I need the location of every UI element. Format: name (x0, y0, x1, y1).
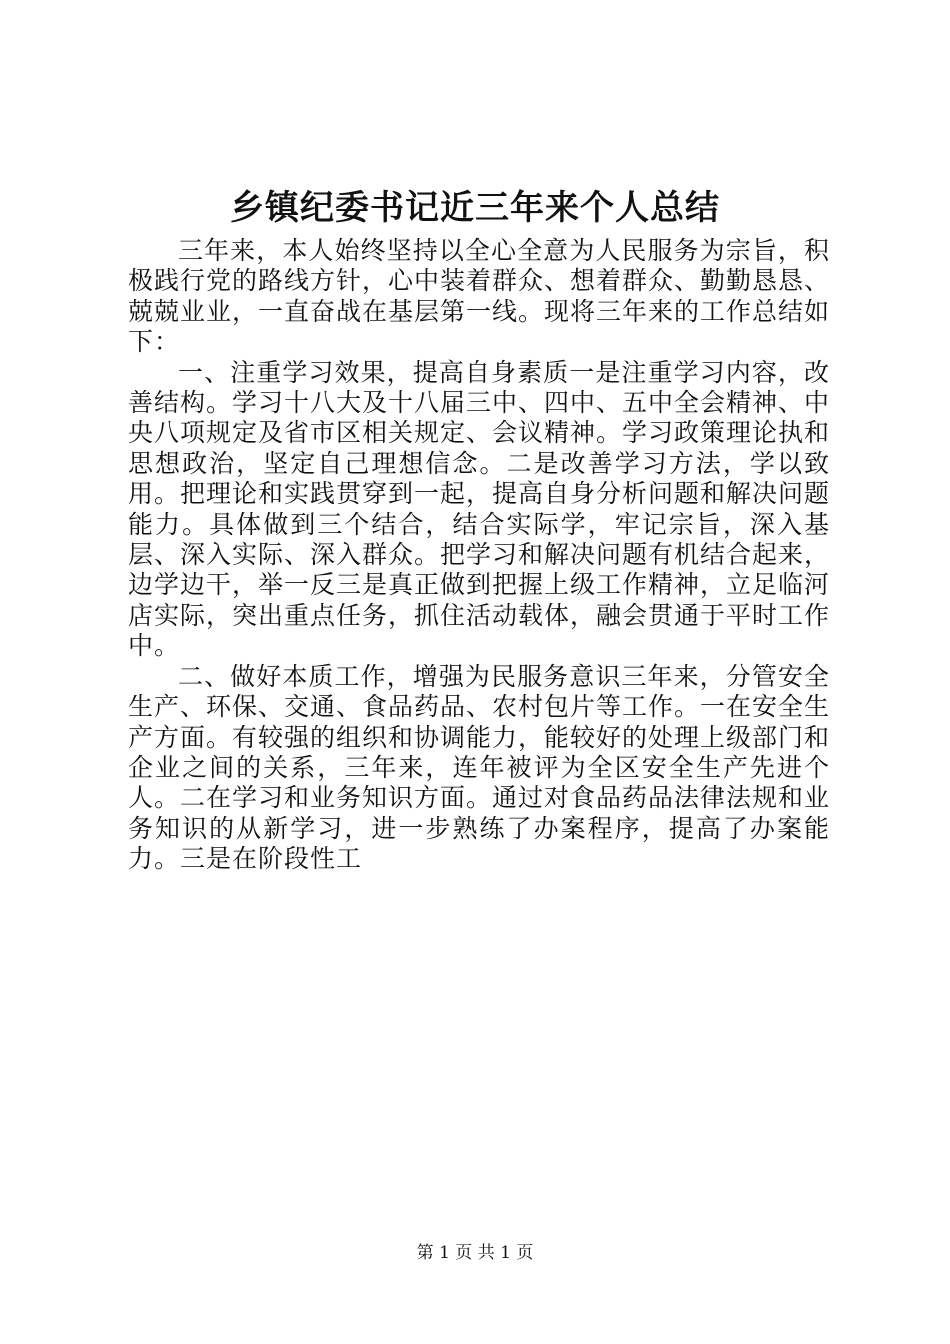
paragraph-work: 二、做好本质工作，增强为民服务意识三年来，分管安全生产、环保、交通、食品药品、农村包片等工作。一在安全生产方面。有较强的组织和协调能力，能较好的处理上级部门和企业之间的关系，三年来，连年被评为全区安全生产先进个人。二在学习和业务知识方面。通过对食品药品法律法规和业务知识的从新学习，进一步熟练了办案程序，提高了办案能力。三是在阶段性工 (128, 661, 831, 874)
page-footer: 第 1 页 共 1 页 (416, 1243, 534, 1263)
document-title: 乡镇纪委书记近三年来个人总结 (230, 188, 720, 228)
paragraph-intro: 三年来，本人始终坚持以全心全意为人民服务为宗旨，积极践行党的路线方针，心中装着群众、想着群众、勤勤恳恳、兢兢业业，一直奋战在基层第一线。现将三年来的工作总结如下： (128, 236, 831, 357)
document-body (128, 236, 830, 875)
paragraph-study: 一、注重学习效果，提高自身素质一是注重学习内容，改善结构。学习十八大及十八届三中、四中、五中全会精神、中央八项规定及省市区相关规定、会议精神。学习政策理论执和思想政治，坚定自己理想信念。二是改善学习方法，学以致用。把理论和实践贯穿到一起，提高自身分析问题和解决问题能力。具体做到三个结合，结合实际学，牢记宗旨，深入基层、深入实际、深入群众。把学习和解决问题有机结合起来，边学边干，举一反三是真正做到把握上级工作精神，立足临河店实际，突出重点任务，抓住活动载体，融会贯通于平时工作中。 (128, 357, 831, 661)
